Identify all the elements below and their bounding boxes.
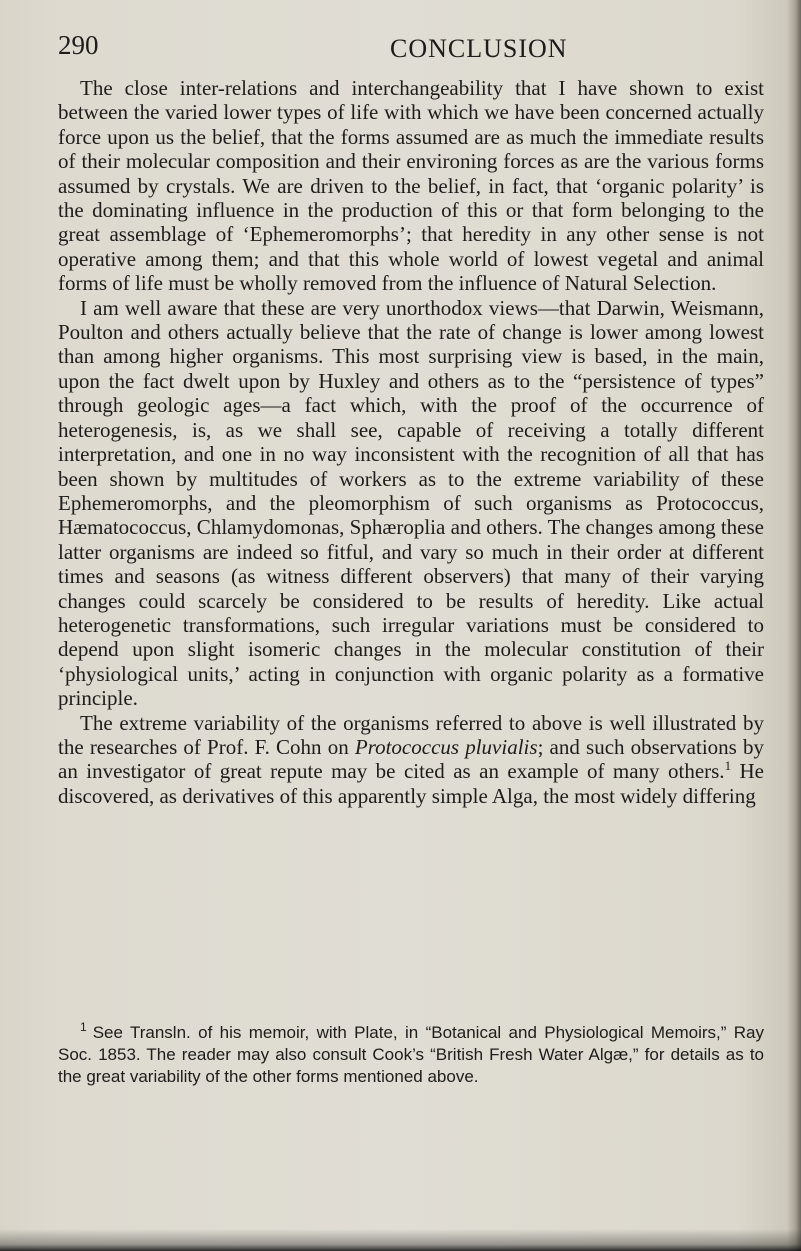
paragraph-3-mid: ; and such observations by an investigator of great repute may be cited as an example of many others. — [58, 734, 764, 784]
body-text — [58, 76, 764, 808]
bottom-edge-shadow — [0, 1229, 801, 1251]
paragraph-3-start: The extreme variability of the organisms referred to above is well illustrated by the researches of Prof. F. Cohn on — [58, 710, 764, 759]
paragraph-3 — [58, 711, 764, 809]
paragraph-2: I am well aware that these are very unorthodox views—that Darwin, Weismann, Poulton and others actually believe that the rate of change is lower among lowest than among higher organisms. This most surprising view is based, in the main, upon the fact dwelt upon by Huxley and others as to the “persistence of types” through geologic ages—a fact which, with the proof of the occurrence of heterogenesis, is, as we shall see, capable of receiving a totally different interpretation, and one in no way inconsistent with the recognition of all that has been shown by multitudes of workers as to the extreme variability of these Ephemeromorphs, and the pleomorphism of such organisms as Protococcus, Hæmatococcus, Chlamydomonas, Sphæroplia and others. The changes among these latter organisms are indeed so fitful, and vary so much in their order at different times and seasons (as witness different observers) that many of their varying changes could scarcely be considered to be results of heredity. Like actual heterogenetic transformations, such irregular variations must be considered to depend upon slight isomeric changes in the molecular constitution of their ‘physiological units,’ acting in conjunction with organic polarity as a formative principle. — [58, 295, 764, 711]
footnote-marker: 1 — [724, 758, 732, 774]
paragraph-1: The close inter-relations and interchangeability that I have shown to exist between the varied lower types of life with which we have been concerned actually force upon us the belief, that the forms assumed are as much the immediate results of their molecular composition and their environing forces as are the various forms assumed by crystals. We are driven to the belief, in fact, that ‘organic polarity’ is the dominating influence in the production of this or that form belonging to the great assemblage of ‘Ephemeromorphs’; that heredity in any other sense is not operative among them; and that this whole world of lowest vegetal and animal forms of life must be wholly removed from the influence of Natural Selection. — [58, 76, 764, 296]
species-name: Protococcus pluvialis — [354, 734, 538, 759]
footnote-text: See Transln. of his memoir, with Plate, in “Botanical and Physiological Memoirs,” Ray Soc. 1853. The reader may also consult Cook’s “British Fresh Water Algæ,” for details as to the great variability of the other forms mentioned above. — [58, 1023, 764, 1086]
page-header — [0, 30, 801, 70]
paragraph-3-end: He discovered, as derivatives of this apparently simple Alga, the most widely differing — [58, 759, 764, 808]
footnote — [58, 1022, 764, 1088]
footnote-number: 1 — [80, 1020, 87, 1035]
page-number: 290 — [58, 30, 99, 60]
running-head: CONCLUSION — [390, 34, 568, 63]
page-edge-shadow — [787, 0, 801, 1251]
